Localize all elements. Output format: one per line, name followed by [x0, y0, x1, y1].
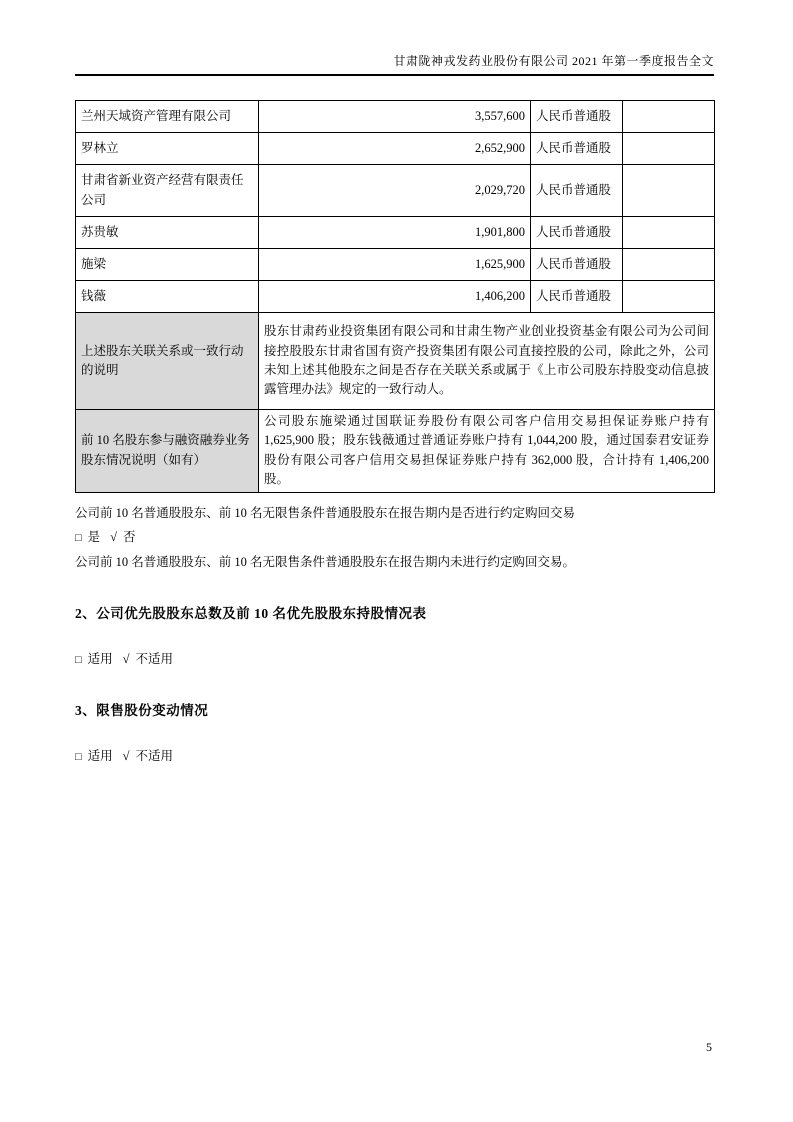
applicable-label: 适用 [87, 652, 113, 667]
not-applicable-label: 不适用 [135, 749, 174, 763]
repurchase-statement: 公司前 10 名普通股股东、前 10 名无限售条件普通股股东在报告期内未进行约定购回交易。 [75, 555, 576, 570]
empty-cell [623, 133, 715, 165]
page-header [75, 0, 714, 76]
yes-label: 是 [87, 530, 101, 545]
shareholder-table [75, 100, 715, 493]
checkbox-unchecked-icon: □ [75, 532, 82, 545]
table-row [76, 133, 715, 165]
shareholder-name: 甘肃省新业资产经营有限责任公司 [76, 165, 259, 217]
table-row [76, 101, 715, 133]
page-number: 5 [706, 1040, 712, 1054]
shareholder-name: 罗林立 [76, 133, 259, 165]
empty-cell [623, 217, 715, 249]
share-type: 人民币普通股 [531, 133, 623, 165]
empty-cell [623, 101, 715, 133]
share-type: 人民币普通股 [531, 165, 623, 217]
margin-trading-label: 前 10 名股东参与融资融券业务股东情况说明（如有） [76, 410, 259, 493]
empty-cell [623, 281, 715, 313]
preferred-shares-applicability-line [75, 651, 714, 668]
check-mark-icon: √ [110, 530, 118, 545]
no-label: 否 [123, 530, 136, 545]
shareholder-shares: 2,652,900 [259, 133, 531, 165]
empty-cell [623, 249, 715, 281]
shareholder-shares: 2,029,720 [259, 165, 531, 217]
margin-trading-content: 公司股东施梁通过国联证券股份有限公司客户信用交易担保证券账户持有 1,625,900 股；股东钱薇通过普通证券账户持有 1,044,200 股，通过国泰君安证券股份有限公司客户信用交易担保证券账户持有 362,000 股，合计持有 1,406,200 股。 [259, 410, 715, 493]
shareholder-shares: 1,625,900 [259, 249, 531, 281]
check-mark-icon: √ [122, 652, 130, 667]
repurchase-question: 公司前 10 名普通股股东、前 10 名无限售条件普通股股东在报告期内是否进行约定购回交易 [75, 505, 576, 520]
table-row [76, 249, 715, 281]
checkbox-unchecked-icon: □ [75, 751, 82, 763]
table-row [76, 281, 715, 313]
table-row-margin-trading [76, 410, 715, 493]
applicable-label: 适用 [87, 749, 113, 763]
table-row-related-parties [76, 313, 715, 410]
related-parties-content: 股东甘肃药业投资集团有限公司和甘肃生物产业创业投资基金有限公司为公司间接控股股东甘肃省国有资产投资集团有限公司直接控股的公司，除此之外，公司未知上述其他股东之间是否存在关联关系或属于《上市公司股东持股变动信息披露管理办法》规定的一致行动人。 [259, 313, 715, 410]
check-mark-icon: √ [122, 749, 130, 763]
report-title: 甘肃陇神戎发药业股份有限公司 2021 年第一季度报告全文 [393, 54, 714, 68]
shareholder-name: 兰州天域资产管理有限公司 [76, 101, 259, 133]
shareholder-shares: 1,406,200 [259, 281, 531, 313]
share-type: 人民币普通股 [531, 249, 623, 281]
shareholder-name: 钱薇 [76, 281, 259, 313]
restricted-shares-applicability-line [75, 748, 714, 765]
not-applicable-label: 不适用 [135, 652, 174, 667]
shareholder-shares: 3,557,600 [259, 101, 531, 133]
share-type: 人民币普通股 [531, 281, 623, 313]
empty-cell [623, 165, 715, 217]
table-row [76, 217, 715, 249]
table-row [76, 165, 715, 217]
related-parties-label: 上述股东关联关系或一致行动的说明 [76, 313, 259, 410]
checkbox-unchecked-icon: □ [75, 654, 82, 667]
shareholder-name: 施梁 [76, 249, 259, 281]
share-type: 人民币普通股 [531, 217, 623, 249]
section-heading-preferred-shares: 2、公司优先股股东总数及前 10 名优先股股东持股情况表 [75, 606, 427, 622]
shareholder-name: 苏贵敏 [76, 217, 259, 249]
section-heading-restricted-shares: 3、限售股份变动情况 [75, 703, 209, 718]
share-type: 人民币普通股 [531, 101, 623, 133]
shareholder-shares: 1,901,800 [259, 217, 531, 249]
repurchase-yes-no-line [75, 529, 714, 546]
